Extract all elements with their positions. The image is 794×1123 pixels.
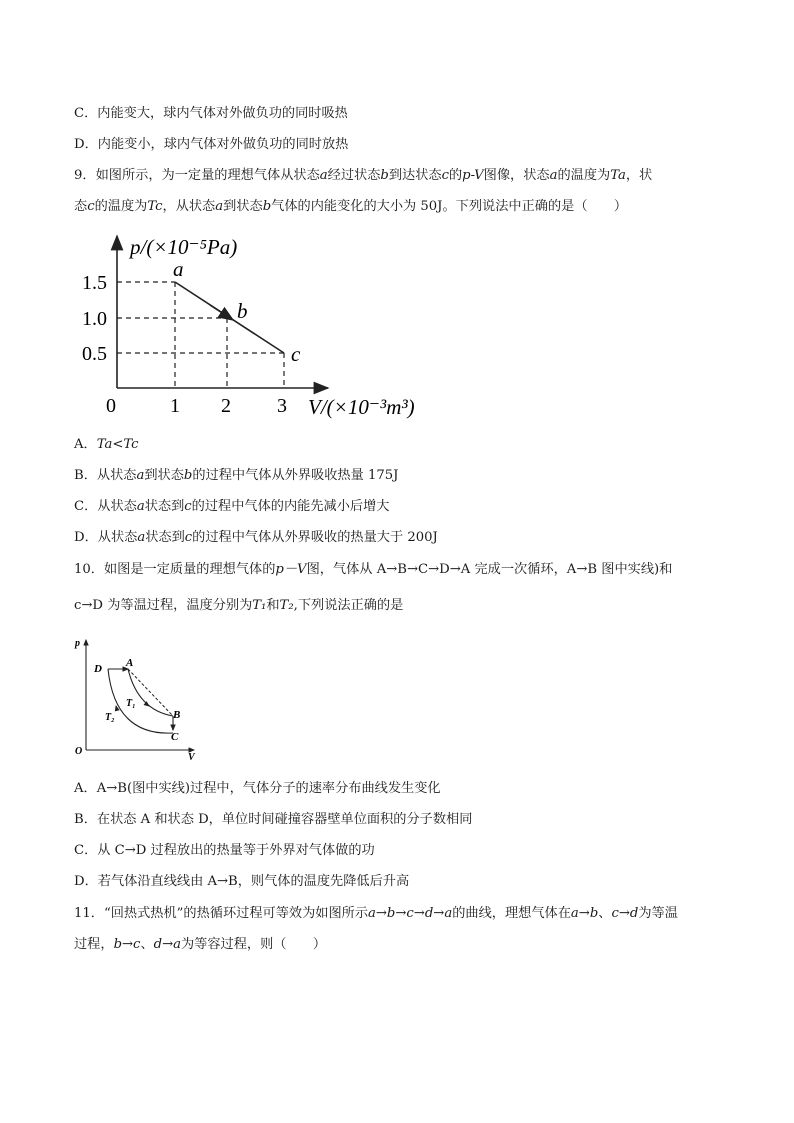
q9-text: 状态到 (145, 530, 185, 545)
q10-label-v: V (188, 752, 195, 763)
q9-text: C．从状态 (74, 499, 137, 514)
q9-text: ，从状态 (162, 199, 216, 214)
q9-var: a (136, 499, 145, 514)
q9-point-label: c (291, 342, 301, 366)
question-11-line-2 (74, 936, 326, 954)
q11-var: a→b→c→d→a (368, 906, 453, 921)
q11-text: 过程， (74, 937, 114, 952)
q9-option-prefix: A． (74, 437, 97, 452)
q10-text: ,下列说法正确的是 (293, 598, 404, 613)
q9-text: 态 (74, 199, 88, 214)
option-c-q9 (74, 498, 389, 516)
option-c-q10: C．从 C→D 过程放出的热量等于外界对气体做的功 (74, 843, 375, 858)
q9-text: 状态到 (144, 499, 185, 514)
q9-var: c (184, 530, 193, 545)
q9-text: 到达状态 (388, 168, 442, 183)
q9-var: Tc (147, 199, 163, 214)
q9-var: a (136, 468, 145, 483)
q10-text: 10．如图是一定质量的理想气体的 (74, 562, 276, 577)
q9-text: 的温度为 (557, 168, 611, 183)
q10-var: p－V (275, 562, 307, 577)
option-d-q9 (74, 529, 438, 547)
q10-pv-cycle-diagram (70, 632, 210, 762)
option-b-q10: B．在状态 A 和状态 D，单位时间碰撞容器壁单位面积的分子数相同 (74, 812, 473, 827)
q9-x-tick: 0 (106, 395, 116, 417)
q9-option-expr: Ta<Tc (96, 437, 139, 452)
q11-var: d→a (153, 937, 181, 952)
q9-text: ，状 (625, 168, 653, 183)
q11-var: a→b (570, 906, 599, 921)
q9-text: 的过程中气体从外界吸收热量 175J (192, 468, 399, 483)
q10-var: T₁ (252, 598, 267, 613)
option-d-q10: D．若气体沿直线线由 A→B，则气体的温度先降低后升高 (74, 874, 410, 889)
q10-isotherm-t2 (108, 669, 173, 733)
q9-y-tick: 1.0 (82, 308, 107, 330)
q9-x-tick: 1 (170, 395, 180, 417)
q9-pv-diagram (70, 228, 440, 423)
q10-label-b: B (173, 709, 181, 721)
q9-text: 9．如图所示，为一定量的理想气体从状态 (74, 168, 320, 183)
q11-text: 为等温 (638, 906, 678, 921)
q9-y-tick: 1.5 (82, 272, 107, 294)
q9-var: c (87, 199, 95, 214)
q9-text: 的过程中气体的内能先减小后增大 (191, 499, 390, 514)
q11-text: 的曲线，理想气体在 (452, 906, 571, 921)
q9-text: 的 (448, 168, 463, 183)
q11-var: b→c (113, 937, 141, 952)
q11-text: 11．“回热式热机”的热循环过程可等效为如图所示 (74, 906, 369, 921)
q11-text: 、 (140, 937, 154, 952)
q9-point-label: a (173, 257, 184, 281)
q10-label-p: p (75, 638, 80, 649)
q9-text: 的过程中气体从外界吸收的热量大于 200J (192, 530, 438, 545)
q9-var: b (380, 168, 389, 183)
q9-var: a (319, 168, 328, 183)
q9-x-label: V/(×10⁻³m³) (308, 395, 415, 419)
q10-label-c: C (171, 731, 179, 743)
q10-label-origin: O (75, 746, 83, 757)
option-a-q9 (74, 436, 139, 454)
q10-label-t1: T₁ (126, 698, 136, 709)
q9-var: p-V (462, 168, 484, 183)
option-d-q8: D．内能变小，球内气体对外做负功的同时放热 (74, 137, 349, 152)
q9-y-label: p/(×10⁻⁵Pa) (130, 235, 238, 259)
q10-label-t2: T₂ (105, 712, 115, 723)
q9-var: a (215, 199, 224, 214)
q10-var: T₂ (279, 598, 294, 613)
q9-var: c (184, 499, 192, 514)
q10-arrow-t2 (116, 706, 117, 710)
question-9-line-2 (74, 198, 627, 216)
q9-text: B．从状态 (74, 468, 137, 483)
q10-text: c→D 为等温过程，温度分别为 (74, 598, 253, 613)
question-10-line-2 (74, 597, 403, 615)
q10-text: 和 (266, 598, 280, 613)
q9-x-tick: 2 (221, 395, 231, 417)
q9-y-tick: 0.5 (82, 343, 107, 365)
option-a-q10: A．A→B(图中实线)过程中，气体分子的速率分布曲线发生变化 (74, 781, 441, 796)
question-11-line-1 (74, 905, 678, 923)
q9-text: 图像，状态 (483, 168, 550, 183)
q9-text: D．从状态 (74, 530, 138, 545)
q9-var: b (183, 468, 193, 483)
q9-process-arrow (210, 305, 233, 320)
q9-text: 到状态 (223, 199, 263, 214)
q9-var: a (549, 168, 558, 183)
q9-text: 经过状态 (327, 168, 381, 183)
q11-text: 为等容过程，则（ ） (181, 937, 327, 952)
q9-point-label: b (237, 299, 248, 323)
q9-var: a (137, 530, 146, 545)
q10-label-a: A (126, 657, 134, 669)
question-9-line-1 (74, 167, 652, 185)
q9-text: 到状态 (144, 468, 184, 483)
q9-text: 的温度为 (94, 199, 148, 214)
q11-var: c→d (611, 906, 639, 921)
question-10-line-1 (74, 561, 672, 579)
q9-var: b (262, 199, 272, 214)
q9-text: 气体的内能变化的大小为 50J。下列说法中正确的是（ ） (271, 199, 628, 214)
q9-var: Ta (610, 168, 626, 183)
q9-x-tick: 3 (277, 395, 287, 417)
q10-label-d: D (94, 663, 102, 675)
q11-text: 、 (598, 906, 612, 921)
q10-text: 图，气体从 A→B→C→D→A 完成一次循环，A→B 图中实线)和 (306, 562, 673, 577)
option-c-q8: C．内能变大，球内气体对外做负功的同时吸热 (74, 106, 348, 121)
option-b-q9 (74, 467, 398, 485)
q9-var: c (441, 168, 449, 183)
